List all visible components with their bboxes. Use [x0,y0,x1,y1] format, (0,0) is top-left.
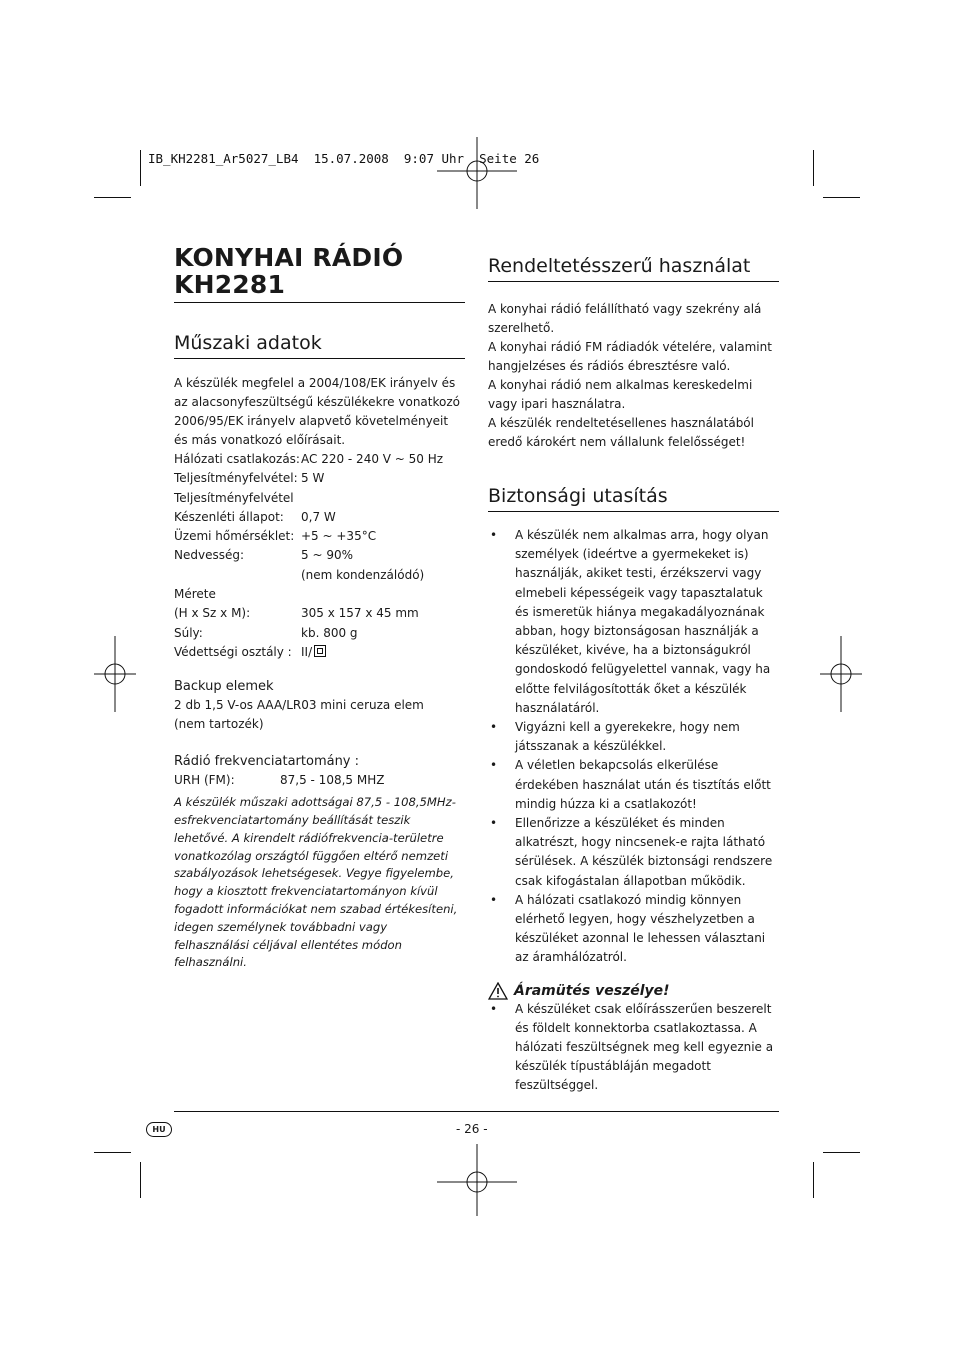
intended-use-para-2: A konyhai rádió FM rádiadók vételére, valamint hangjelzéses és rádiós ébresztésre való. [488,340,772,373]
page-number: - 26 - [456,1122,488,1136]
crop-mark [140,150,141,186]
specs-heading: Műszaki adatok [174,331,465,359]
spec-row: Súly: kb. 800 g [174,625,358,640]
intended-use-para-3: A konyhai rádió nem alkalmas kereskedelmi vagy ipari használatra. [488,378,753,411]
warning-heading: Áramütés veszélye! [488,982,779,1000]
backup-line-2: (nem tartozék) [174,717,264,732]
list-item: • A véletlen bekapcsolás elkerülése érdekében használat után és tisztítás előtt mindig húzza ki a csatlakozót! [490,758,771,811]
registration-mark-icon [437,1144,517,1216]
spec-row: Készenléti állapot: 0,7 W [174,509,336,524]
print-slug: IB_KH2281_Ar5027_LB4 15.07.2008 9:07 Uhr Seite 26 [148,151,540,166]
list-item: • A készülék nem alkalmas arra, hogy olyan személyek (ideértve a gyermekeket is) használják, akiket testi, érzékszervi vagy elmebeli képességeik vagy tapasztalatuk és ismeretük hiánya megakadályoznának abban, hogy biztonságosan használják a készüléket, kivéve, ha a biztonságukról gondoskodó felügyelettel vannak, vagy ha előtte felvilágosították őket a készülék használatáról. [490,528,771,715]
spec-row: Teljesítményfelvétel: 5 W [174,471,325,486]
intended-use-para-4: A készülék rendeltetésellenes használatából eredő károkért nem vállalunk felelősséget! [488,416,754,449]
spec-row: Nedvesség: 5 ~ 90% [174,548,353,563]
crop-mark [823,197,860,198]
title-line-2: KH2281 [174,270,286,299]
spec-row: (nem kondenzálódó) [301,567,425,582]
list-item: • Vigyázni kell a gyerekekre, hogy nem játsszanak a készülékkel. [490,720,740,754]
spec-row: Teljesítményfelvétel [174,490,294,505]
spec-table [174,450,465,662]
crop-mark [94,197,131,198]
freq-heading: Rádió frekvenciatartomány : [174,754,360,770]
protection-class-ii-icon [314,645,326,657]
spec-row: Mérete [174,587,216,602]
registration-mark-icon [820,636,862,712]
footer-rule [174,1111,779,1112]
freq-label: URH (FM): [174,773,235,788]
page-title [174,244,465,303]
spec-row: (H x Sz x M): 305 x 157 x 45 mm [174,606,419,621]
intended-use-para-1: A konyhai rádió felállítható vagy szekrény alá szerelhető. [488,302,762,335]
safety-list [488,526,779,968]
spec-row: Védettségi osztály : II/ [174,643,465,662]
right-column [488,254,779,1096]
safety-heading: Biztonsági utasítás [488,484,779,512]
freq-row [174,771,465,789]
spec-row: Üzemi hőmérséklet: +5 ~ +35°C [174,529,377,544]
crop-mark [94,1152,131,1153]
italic-note: A készülék műszaki adottságai 87,5 - 108,5MHz-esfrekvenciatartomány beállítását teszik lehetővé. A kirendelt rádiófrekvencia-területre vonatkozólag országtól függően eltérő nemzeti szabályozások lehetségesek. Vegye figyelembe, hogy a kiosztott frekvenciatartományon kívül fogadott információkat nem szabad értékesíteni, idegen személynek továbbadni vagy felhasználási céljával ellentétes módon felhasználni. [174,795,458,970]
intended-use-heading: Rendeltetésszerű használat [488,254,779,282]
registration-mark-icon [437,137,517,209]
crop-mark [813,1162,814,1198]
list-item: • A készüléket csak előírásszerűen beszerelt és földelt konnektorba csatlakoztassa. A hálózati feszültségnek meg kell egyeznie a készülék típustábláján megadott feszültséggel. [490,1001,774,1093]
registration-mark-icon [94,636,136,712]
language-badge: HU [146,1122,172,1137]
warning-list [488,1000,779,1096]
backup-line-1: 2 db 1,5 V-os AAA/LR03 mini ceruza elem [174,698,424,713]
backup-heading: Backup elemek [174,679,274,695]
crop-mark [140,1162,141,1198]
freq-value: 87,5 - 108,5 MHZ [280,773,385,788]
left-column [174,244,465,972]
crop-mark [823,1152,860,1153]
title-line-1: KONYHAI RÁDIÓ [174,243,404,272]
list-item: • A hálózati csatlakozó mindig könnyen elérhető legyen, hogy vészhelyzetben a készüléket azonnal le lehessen választani az áramhálózatról. [490,892,766,965]
warning-triangle-icon [488,982,508,1000]
specs-intro: A készülék megfelel a 2004/108/EK irányelv és az alacsonyfeszültségű készülékekre vonatkozó 2006/95/EK irányelv alapvető követelményeit és más vonatkozó előírásait. [174,376,460,447]
crop-mark [813,150,814,186]
spec-row: Hálózati csatlakozás: AC 220 - 240 V ~ 50 Hz [174,452,444,466]
list-item: • Ellenőrizze a készüléket és minden alkatrészt, hogy nincsenek-e rajta látható sérülések. A készülék biztonsági rendszere csak kifogástalan állapotban működik. [490,816,773,888]
